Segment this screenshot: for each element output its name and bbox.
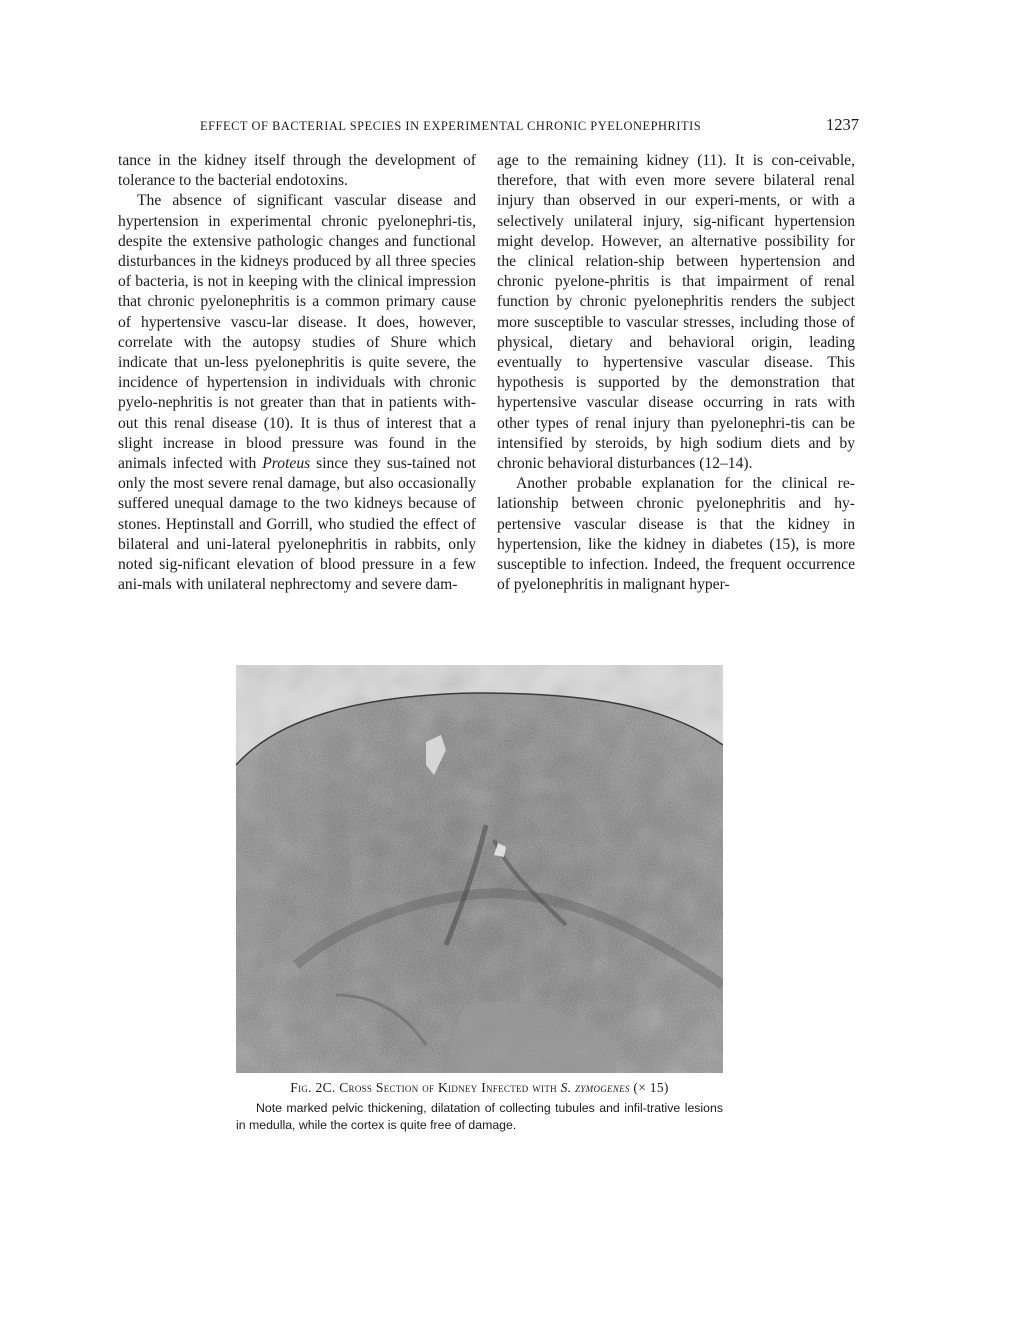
right-paragraph-2: Another probable explanation for the clinical re-lationship between chronic pyelonephritis and hy-pertensive vascular disease is that the kidney in hypertension, like the kidney in diabetes (15), is more susceptible to infection. Indeed, the frequent occurrence of pyelonephritis in malignant hyper- — [497, 475, 855, 594]
right-column — [497, 151, 855, 595]
figure-title — [236, 1080, 723, 1096]
running-head: EFFECT OF BACTERIAL SPECIES IN EXPERIMENTAL CHRONIC PYELONEPHRITIS — [200, 119, 702, 133]
left-paragraph-2 — [118, 191, 476, 595]
page-number: 1237 — [826, 115, 859, 134]
right-paragraph-1: age to the remaining kidney (11). It is con-ceivable, therefore, that with even more severe bilateral renal injury than observed in our experi-ments, or with a selectively unilateral injury, sig-nificant hypertension might develop. However, an alternative possibility for the clinical relation-ship between hypertension and chronic pyelone-phritis is that impairment of renal function by chronic pyelonephritis renders the subject more susceptible to vascular stresses, including those of physical, dietary and behavioral origin, leading eventually to hypertensive vascular disease. This hypothesis is supported by the demonstration that hypertensive vascular disease occurring in rats with other types of renal injury than pyelonephri-tis can be intensified by steroids, by high sodium diets and by chronic behavioral disturbances (12–14). — [497, 152, 855, 473]
figure-note: Note marked pelvic thickening, dilatation of collecting tubules and infil-trative lesions in medulla, while the cortex is quite free of damage. — [236, 1101, 723, 1132]
left-paragraph-2-tail: since they sus-tained not only the most severe renal damage, but also occasionally suffered unequal damage to the two kidneys because of stones. Heptinstall and Gorrill, who studied the effect of bilateral and uni-lateral pyelonephritis in rabbits, only noted sig-nificant elevation of blood pressure in a few ani-mals with unilateral nephrectomy and severe dam- — [118, 455, 476, 594]
magnification: (× 15) — [629, 1080, 669, 1095]
figure-label: Fig. 2C. Cross Section of Kidney Infected with — [290, 1080, 561, 1095]
organism-name: S. zymogenes — [560, 1080, 630, 1095]
kidney-micrograph — [236, 665, 723, 1073]
left-paragraph-1: tance in the kidney itself through the development of tolerance to the bacterial endotoxins. — [118, 152, 476, 190]
figure-caption — [236, 1080, 723, 1134]
proteus-term: Proteus — [262, 455, 311, 473]
left-paragraph-2-text: The absence of significant vascular disease and hypertension in experimental chronic pyelonephri-tis, despite the extensive pathologic changes and functional disturbances in the kidneys produced by all three species of bacteria, is not in keeping with the clinical impression that chronic pyelonephritis is a common primary cause of hypertensive vascu-lar disease. It does, however, correlate with the autopsy studies of Shure which indicate that un-less pyelonephritis is quite severe, the incidence of hypertension in individuals with chronic pyelo-nephritis is not greater than that in patients with-out this renal disease (10). It is thus of interest that a slight increase in blood pressure was found in the animals infected with — [118, 192, 476, 473]
micrograph-image — [236, 665, 723, 1073]
left-column — [118, 151, 476, 595]
